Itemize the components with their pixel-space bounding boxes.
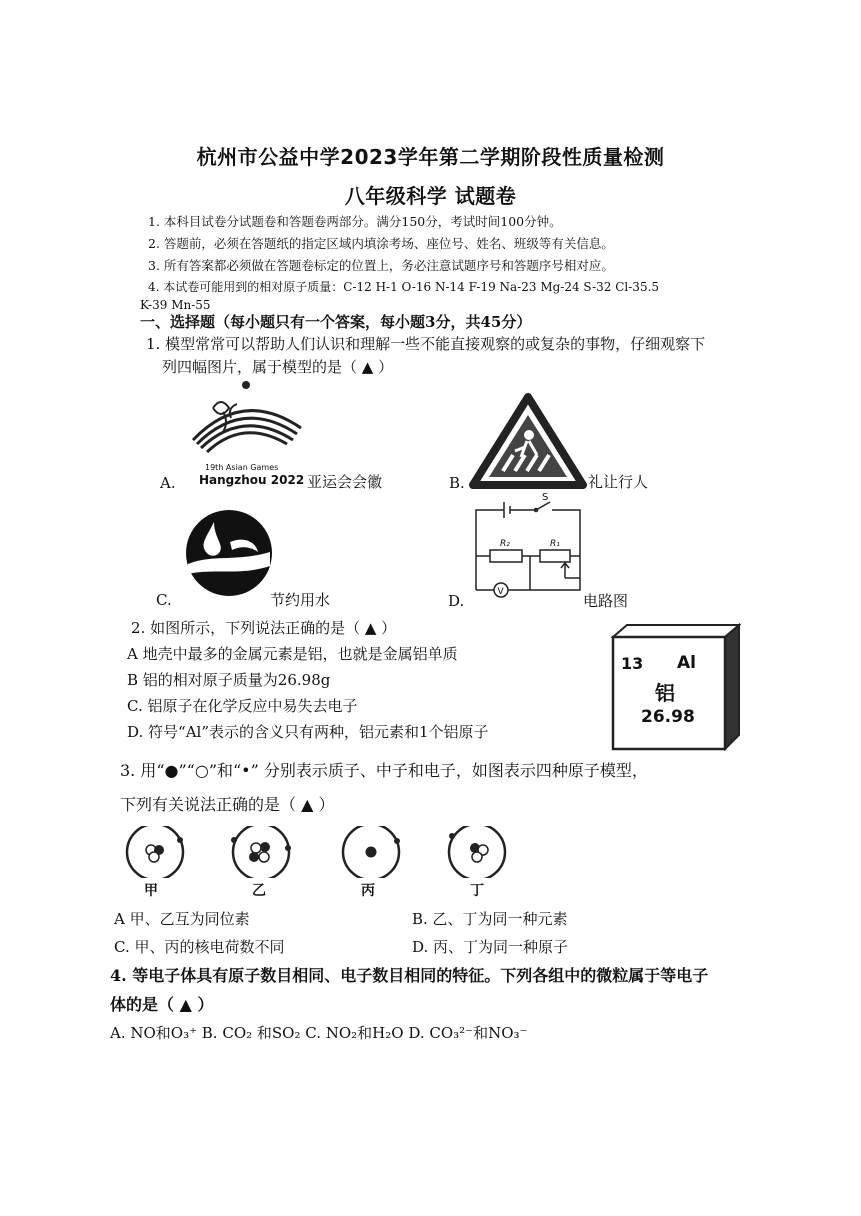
atom-label-jia: 甲	[144, 883, 158, 899]
atom-model-ding	[444, 826, 510, 878]
page-title: 杭州市公益中学2023学年第二学期阶段性质量检测	[196, 145, 665, 169]
q1-optB-letter: B.	[449, 474, 465, 492]
q2-optD: D. 符号“Al”表示的含义只有两种，铝元素和1个铝原子	[127, 723, 489, 741]
note-3: 3. 所有答案都必须做在答题卷标定的位置上，务必注意试题序号和答题序号相对应。	[148, 258, 614, 273]
q1-optC-text: 节约用水	[270, 591, 331, 609]
atom-model-bing	[338, 826, 404, 878]
q1-optD-letter: D.	[448, 592, 465, 610]
cube-atomic-mass: 26.98	[641, 707, 695, 727]
q3-stem-line2: 下列有关说法正确的是（ ▲ ）	[120, 795, 335, 814]
circuit-diagram-image	[470, 490, 590, 610]
q4-stem-line2: 体的是（ ▲ ）	[110, 995, 214, 1014]
note-2: 2. 答题前，必须在答题纸的指定区域内填涂考场、座位号、姓名、班级等有关信息。	[148, 236, 614, 251]
q2-optB: B 铝的相对原子质量为26.98g	[127, 671, 331, 689]
note-4-cont: K-39 Mn-55	[140, 298, 211, 312]
logo-line2: Hangzhou 2022	[199, 473, 305, 487]
circuit-switch-label: S	[542, 492, 549, 503]
q3-stem-line1: 3. 用“●”“○”和“•” 分别表示质子、中子和电子，如图表示四种原子模型，	[120, 761, 648, 780]
q2-optC: C. 铝原子在化学反应中易失去电子	[127, 697, 358, 715]
q1-optC-letter: C.	[156, 591, 172, 609]
logo-line1: 19th Asian Games	[205, 463, 279, 472]
note-1: 1. 本科目试卷分试题卷和答题卷两部分。满分150分，考试时间100分钟。	[148, 214, 562, 229]
q2-optA: A 地壳中最多的金属元素是铝，也就是金属铝单质	[127, 645, 458, 663]
section-heading: 一、选择题（每小题只有一个答案，每小题3分，共45分）	[140, 313, 532, 331]
cube-element-name: 铝	[655, 681, 675, 705]
q4-stem-line1: 4. 等电子体具有原子数目相同、电子数目相同的特征。下列各组中的微粒属于等电子	[110, 966, 709, 985]
pedestrian-sign-image	[469, 393, 587, 489]
atom-label-ding: 丁	[470, 883, 484, 899]
water-saving-logo-image	[184, 508, 274, 598]
atom-label-yi: 乙	[252, 883, 266, 899]
q1-optA-letter: A.	[160, 474, 176, 492]
q1-optA-text: 亚运会会徽	[307, 473, 383, 491]
circuit-r1-label: R₁	[550, 539, 560, 549]
q1-optD-text: 电路图	[583, 592, 629, 610]
cube-atomic-number: 13	[621, 654, 644, 673]
cube-symbol: Al	[677, 653, 696, 673]
q1-stem-line1: 1. 模型常常可以帮助人们认识和理解一些不能直接观察的或复杂的事物，仔细观察下	[146, 335, 706, 353]
q3-optB: B. 乙、丁为同一种元素	[412, 910, 568, 928]
asian-games-logo-image	[183, 378, 313, 488]
circuit-meter-label: V	[497, 587, 504, 597]
cube-outline	[611, 623, 741, 753]
atom-label-bing: 丙	[361, 883, 375, 899]
page-subtitle: 八年级科学 试题卷	[344, 184, 517, 208]
q2-stem: 2. 如图所示，下列说法正确的是（ ▲ ）	[131, 619, 397, 637]
q3-optD: D. 丙、丁为同一种原子	[412, 938, 569, 956]
circuit-r2-label: R₂	[500, 539, 510, 549]
q3-optC: C. 甲、丙的核电荷数不同	[114, 938, 285, 956]
aluminum-element-cube	[611, 623, 741, 753]
atom-model-yi	[228, 826, 294, 878]
q1-optB-text: 礼让行人	[588, 473, 649, 491]
q1-stem-line2: 列四幅图片，属于模型的是（ ▲ ）	[162, 358, 394, 376]
atom-model-jia	[122, 826, 188, 878]
q4-options: A. NO和O₃⁺ B. CO₂ 和SO₂ C. NO₂和H₂O D. CO₃²⁻和NO₃⁻	[110, 1024, 528, 1042]
note-4: 4. 本试卷可能用到的相对原子质量：C-12 H-1 O-16 N-14 F-19 Na-23 Mg-24 S-32 Cl-35.5	[148, 280, 660, 294]
q3-optA: A 甲、乙互为同位素	[114, 910, 250, 928]
